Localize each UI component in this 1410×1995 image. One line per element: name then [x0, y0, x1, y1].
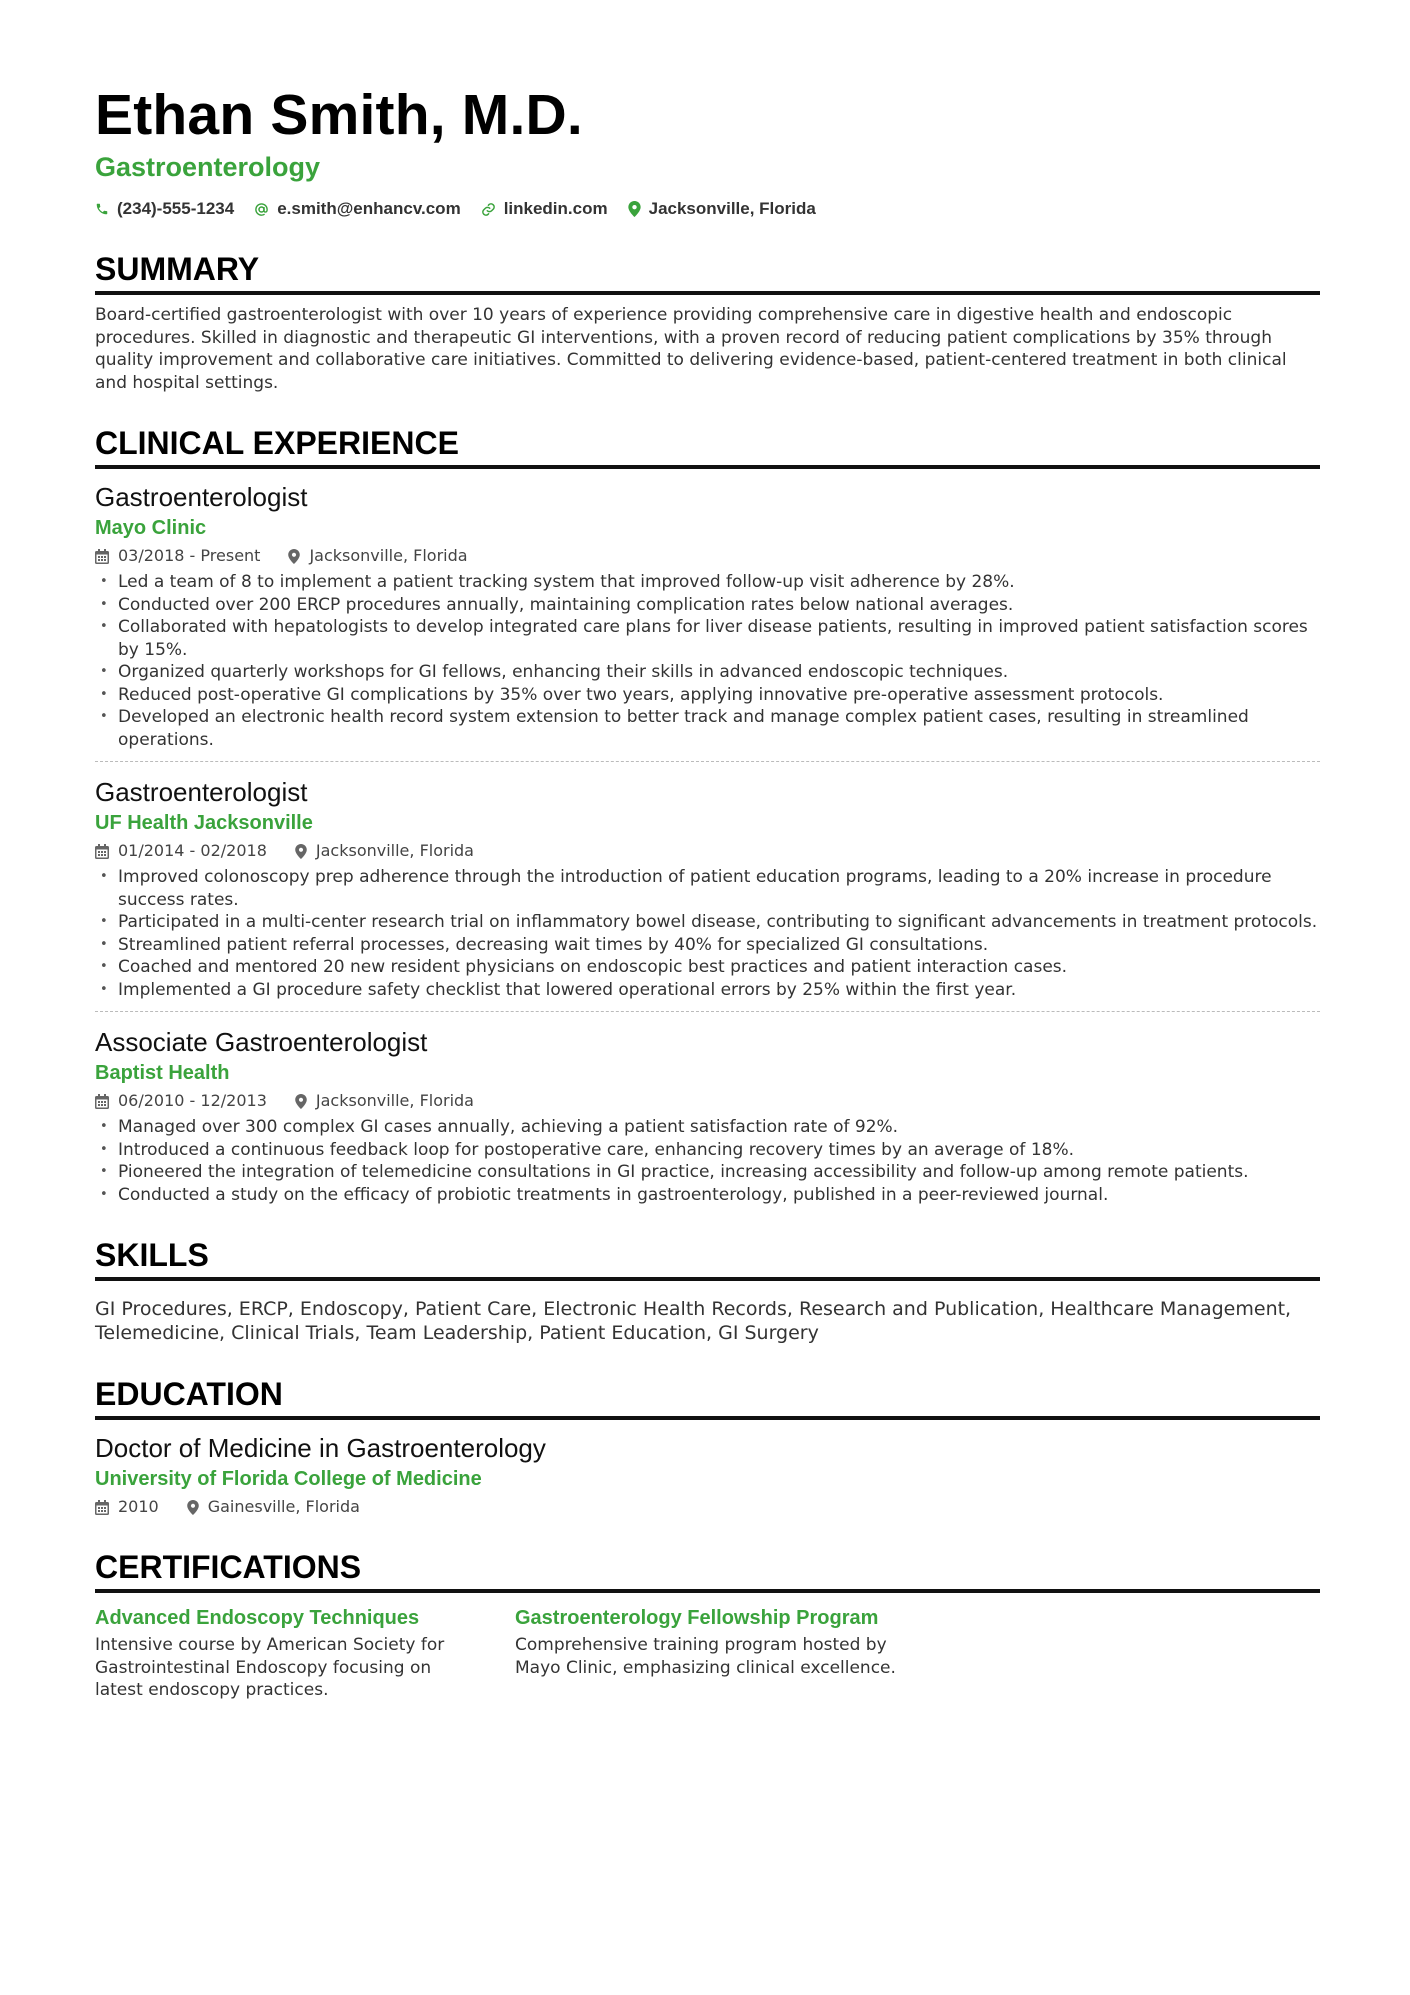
employer-name: Mayo Clinic: [95, 517, 207, 539]
certifications-section: [95, 1548, 1320, 1702]
job-dates: [95, 545, 260, 567]
experience-section: [95, 424, 1320, 1206]
degree-title: Doctor of Medicine in Gastroenterology: [95, 1433, 546, 1463]
list-item: • Collaborated with hepatologists to develop integrated care plans for liver disease patients, resulting in improved patient satisfaction scores by 15%.: [95, 616, 1320, 661]
job-dates-text: 06/2010 - 12/2013: [118, 1091, 267, 1110]
certification-item: [95, 1605, 480, 1702]
job-dates-text: 03/2018 - Present: [118, 546, 261, 565]
calendar-icon: [95, 844, 109, 859]
job-location: [295, 1090, 474, 1112]
list-item: • Managed over 300 complex GI cases annually, achieving a patient satisfaction rate of 92%.: [95, 1116, 1320, 1139]
employer-name: Baptist Health: [95, 1062, 230, 1084]
list-item: • Streamlined patient referral processes, decreasing wait times by 40% for specialized GI consultations.: [95, 934, 1320, 957]
job-meta: [95, 1090, 1320, 1112]
job-location: [295, 840, 474, 862]
contact-location-text: Jacksonville, Florida: [648, 199, 816, 218]
job-meta: [95, 840, 1320, 862]
summary-heading: SUMMARY: [95, 251, 260, 287]
experience-entry: [95, 1011, 1320, 1206]
list-item: • Reduced post-operative GI complications by 35% over two years, applying innovative pre-operative assessment protocols.: [95, 684, 1320, 707]
education-section: [95, 1375, 1320, 1518]
education-year-text: 2010: [118, 1497, 159, 1516]
contact-location: [628, 198, 816, 220]
education-year: [95, 1496, 159, 1518]
experience-entry: [95, 469, 1320, 751]
employer-name: UF Health Jacksonville: [95, 812, 313, 834]
job-location-text: Jacksonville, Florida: [315, 1091, 474, 1110]
job-location: [288, 545, 467, 567]
list-item: • Improved colonoscopy prep adherence through the introduction of patient education programs, leading to a 20% increase in procedure success rates.: [95, 866, 1320, 911]
contact-phone: [95, 198, 234, 220]
experience-entry: [95, 761, 1320, 1001]
resume-page: [95, 82, 1320, 1702]
section-divider: [95, 291, 1320, 295]
link-icon: [481, 202, 496, 217]
candidate-role: Gastroenterology: [95, 152, 321, 182]
experience-heading: CLINICAL EXPERIENCE: [95, 425, 459, 461]
skills-list: GI Procedures, ERCP, Endoscopy, Patient Care, Electronic Health Records, Research and Publication, Healthcare Management, Telemedicine, Clinical Trials, Team Leadership, Patient Education, GI Surgery: [95, 1298, 1292, 1344]
education-location-text: Gainesville, Florida: [207, 1497, 360, 1516]
summary-text: Board-certified gastroenterologist with over 10 years of experience providing comprehensive care in digestive health and endoscopic procedures. Skilled in diagnostic and therapeutic GI interventions, with a proven record of reducing patient complications by 35% through quality improvement and collaborative care initiatives. Committed to delivering evidence-based, patient-centered treatment in both clinical and hospital settings.: [95, 305, 1287, 393]
candidate-name: Ethan Smith, M.D.: [95, 83, 583, 147]
map-pin-icon: [628, 201, 641, 217]
calendar-icon: [95, 1500, 109, 1515]
job-bullets: [95, 866, 1320, 1001]
list-item: • Coached and mentored 20 new resident physicians on endoscopic best practices and patient interaction cases.: [95, 956, 1320, 979]
contact-bar: [95, 198, 1320, 220]
contact-linkedin[interactable]: [481, 198, 608, 220]
certifications-list: [95, 1605, 1320, 1702]
list-item: • Developed an electronic health record system extension to better track and manage complex patient cases, resulting in streamlined operations.: [95, 706, 1320, 751]
contact-email[interactable]: [254, 198, 460, 220]
job-dates: [95, 840, 267, 862]
at-icon: [254, 202, 269, 217]
map-pin-icon: [288, 549, 300, 564]
education-entry: [95, 1420, 1320, 1518]
phone-icon: [95, 202, 109, 216]
contact-linkedin-text[interactable]: linkedin.com: [503, 199, 608, 218]
education-location: [187, 1496, 360, 1518]
job-bullets: [95, 571, 1320, 751]
section-divider: [95, 1589, 1320, 1593]
list-item: • Conducted over 200 ERCP procedures annually, maintaining complication rates below national averages.: [95, 594, 1320, 617]
job-meta: [95, 545, 1320, 567]
list-item: • Introduced a continuous feedback loop for postoperative care, enhancing recovery times by an average of 18%.: [95, 1139, 1320, 1162]
certification-title: Gastroenterology Fellowship Program: [515, 1607, 879, 1629]
map-pin-icon: [295, 844, 307, 859]
certification-title: Advanced Endoscopy Techniques: [95, 1607, 420, 1629]
certification-item: [515, 1605, 900, 1702]
job-title: Associate Gastroenterologist: [95, 1027, 428, 1057]
job-location-text: Jacksonville, Florida: [309, 546, 468, 565]
education-heading: EDUCATION: [95, 1376, 283, 1412]
job-dates-text: 01/2014 - 02/2018: [118, 841, 267, 860]
certifications-heading: CERTIFICATIONS: [95, 1549, 362, 1585]
skills-heading: SKILLS: [95, 1237, 209, 1273]
certification-description: Intensive course by American Society for Gastrointestinal Endoscopy focusing on latest endoscopy practices.: [95, 1635, 445, 1700]
list-item: • Pioneered the integration of telemedicine consultations in GI practice, increasing accessibility and follow-up among remote patients.: [95, 1161, 1320, 1184]
job-title: Gastroenterologist: [95, 777, 308, 807]
list-item: • Conducted a study on the efficacy of probiotic treatments in gastroenterology, published in a peer-reviewed journal.: [95, 1184, 1320, 1207]
list-item: • Organized quarterly workshops for GI fellows, enhancing their skills in advanced endoscopic techniques.: [95, 661, 1320, 684]
skills-section: [95, 1236, 1320, 1345]
education-meta: [95, 1496, 1320, 1518]
school-name: University of Florida College of Medicine: [95, 1468, 482, 1490]
section-divider: [95, 1277, 1320, 1281]
calendar-icon: [95, 1094, 109, 1109]
map-pin-icon: [187, 1500, 199, 1515]
calendar-icon: [95, 549, 109, 564]
job-location-text: Jacksonville, Florida: [315, 841, 474, 860]
job-title: Gastroenterologist: [95, 482, 308, 512]
list-item: • Implemented a GI procedure safety checklist that lowered operational errors by 25% within the first year.: [95, 979, 1320, 1002]
contact-email-text[interactable]: e.smith@enhancv.com: [277, 199, 461, 218]
certification-description: Comprehensive training program hosted by Mayo Clinic, emphasizing clinical excellence.: [515, 1635, 896, 1678]
contact-phone-text: (234)-555-1234: [117, 199, 235, 218]
list-item: • Participated in a multi-center research trial on inflammatory bowel disease, contributing to significant advancements in treatment protocols.: [95, 911, 1320, 934]
map-pin-icon: [295, 1094, 307, 1109]
list-item: • Led a team of 8 to implement a patient tracking system that improved follow-up visit adherence by 28%.: [95, 571, 1320, 594]
job-dates: [95, 1090, 267, 1112]
job-bullets: [95, 1116, 1320, 1206]
summary-section: [95, 250, 1320, 394]
